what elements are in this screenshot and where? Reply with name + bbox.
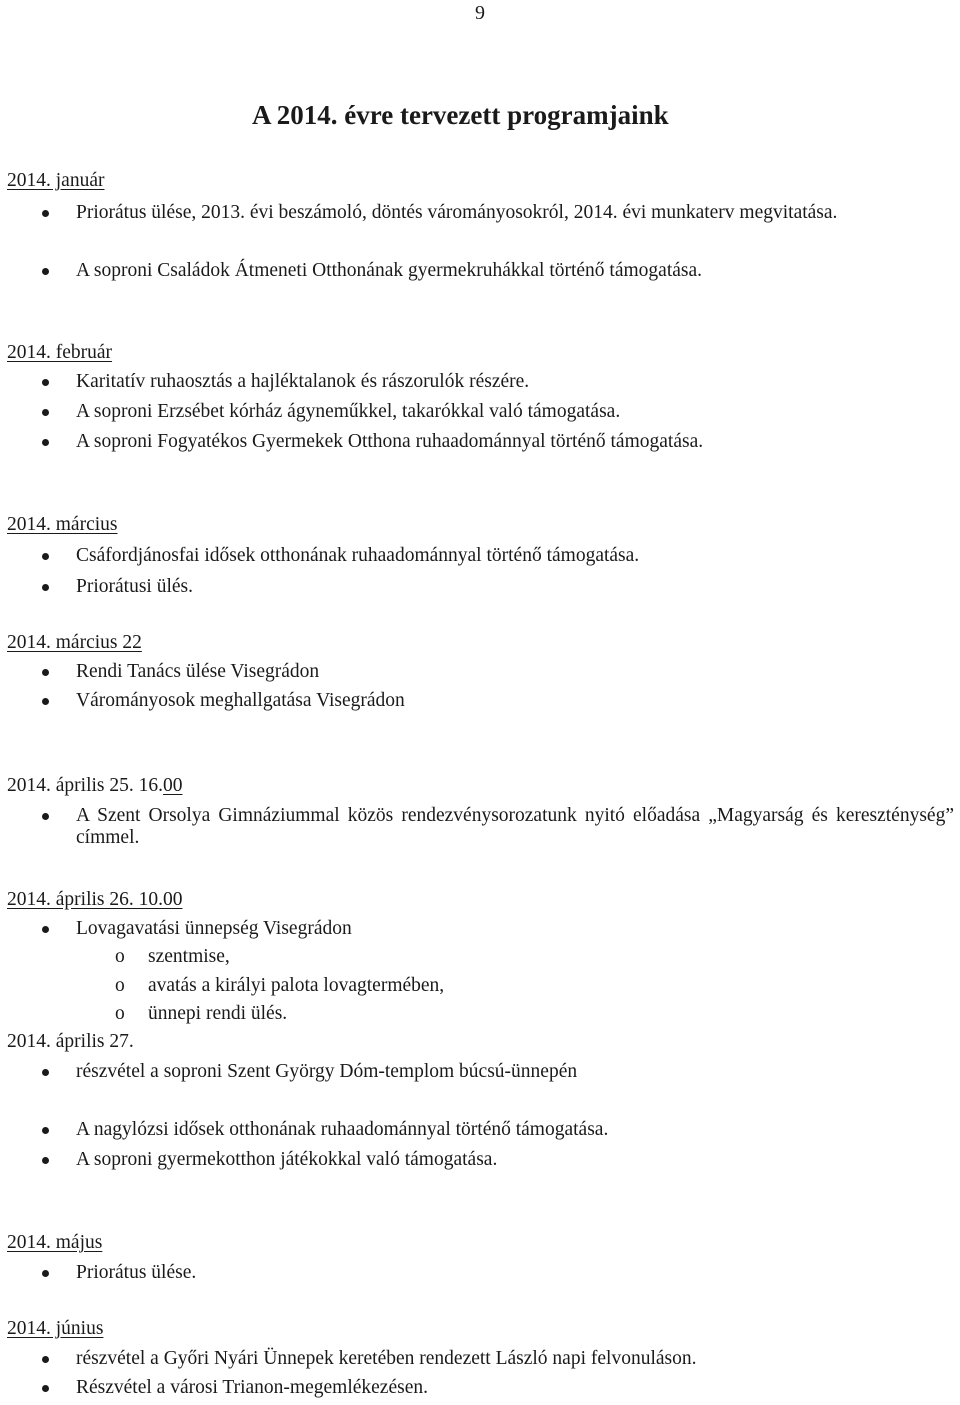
section-heading-march: 2014. március — [7, 514, 118, 535]
bullet-icon — [42, 813, 49, 820]
bullet-icon — [42, 439, 49, 446]
list-item: részvétel a soproni Szent György Dóm-templom búcsú-ünnepén — [76, 1061, 577, 1083]
list-item: Karitatív ruhaosztás a hajléktalanok és rászorulók részére. — [76, 371, 529, 393]
list-item: Priorátus ülése, 2013. évi beszámoló, döntés várományosokról, 2014. évi munkaterv megvitatása. — [76, 202, 954, 224]
list-item: A Szent Orsolya Gimnáziummal közös rendezvénysorozatunk nyitó előadása „Magyarság és kereszténység” címmel. — [76, 805, 954, 849]
sub-list-item: o avatás a királyi palota lovagtermében, — [115, 975, 445, 996]
section-heading-april-25: 2014. április 25. 16.00 — [7, 775, 183, 796]
page-number: 9 — [475, 2, 485, 24]
list-item: A soproni Fogyatékos Gyermekek Otthona ruhaadománnyal történő támogatása. — [76, 431, 703, 453]
list-item: A soproni gyermekotthon játékokkal való támogatása. — [76, 1149, 497, 1171]
section-heading-may: 2014. május — [7, 1232, 103, 1253]
list-item: Várományosok meghallgatása Visegrádon — [76, 690, 405, 712]
bullet-icon — [42, 1127, 49, 1134]
list-item: Rendi Tanács ülése Visegrádon — [76, 661, 319, 683]
bullet-icon — [42, 409, 49, 416]
bullet-icon — [42, 379, 49, 386]
bullet-icon — [42, 210, 49, 217]
bullet-icon — [42, 584, 49, 591]
bullet-icon — [42, 669, 49, 676]
sub-list-item: o ünnepi rendi ülés. — [115, 1003, 288, 1024]
bullet-icon — [42, 1385, 49, 1392]
list-item: részvétel a Győri Nyári Ünnepek keretében rendezett László napi felvonuláson. — [76, 1348, 697, 1370]
section-heading-june: 2014. június — [7, 1318, 104, 1339]
circle-bullet-icon: o — [115, 1003, 125, 1024]
list-item: Priorátus ülése. — [76, 1262, 196, 1284]
list-item: Részvétel a városi Trianon-megemlékezésen. — [76, 1377, 428, 1399]
list-item: A soproni Családok Átmeneti Otthonának gyermekruhákkal történő támogatása. — [76, 260, 702, 282]
list-item: Priorátusi ülés. — [76, 576, 193, 598]
bullet-icon — [42, 1157, 49, 1164]
section-heading-april-27: 2014. április 27. — [7, 1031, 134, 1052]
section-heading-march-22: 2014. március 22 — [7, 632, 142, 653]
section-heading-january: 2014. január — [7, 170, 105, 191]
bullet-icon — [42, 926, 49, 933]
bullet-icon — [42, 1356, 49, 1363]
sub-list-item: o szentmise, — [115, 946, 230, 967]
page-title: A 2014. évre tervezett programjaink — [252, 100, 669, 130]
circle-bullet-icon: o — [115, 975, 125, 996]
list-item: Csáfordjánosfai idősek otthonának ruhaadománnyal történő támogatása. — [76, 545, 639, 567]
list-item: A nagylózsi idősek otthonának ruhaadománnyal történő támogatása. — [76, 1119, 608, 1141]
circle-bullet-icon: o — [115, 946, 125, 967]
list-item: A soproni Erzsébet kórház ágyneműkkel, takarókkal való támogatása. — [76, 401, 620, 423]
bullet-icon — [42, 1270, 49, 1277]
list-item: Lovagavatási ünnepség Visegrádon — [76, 918, 352, 940]
bullet-icon — [42, 553, 49, 560]
section-heading-april-26: 2014. április 26. 10.00 — [7, 889, 183, 910]
bullet-icon — [42, 698, 49, 705]
bullet-icon — [42, 1069, 49, 1076]
section-heading-february: 2014. február — [7, 342, 113, 363]
bullet-icon — [42, 268, 49, 275]
